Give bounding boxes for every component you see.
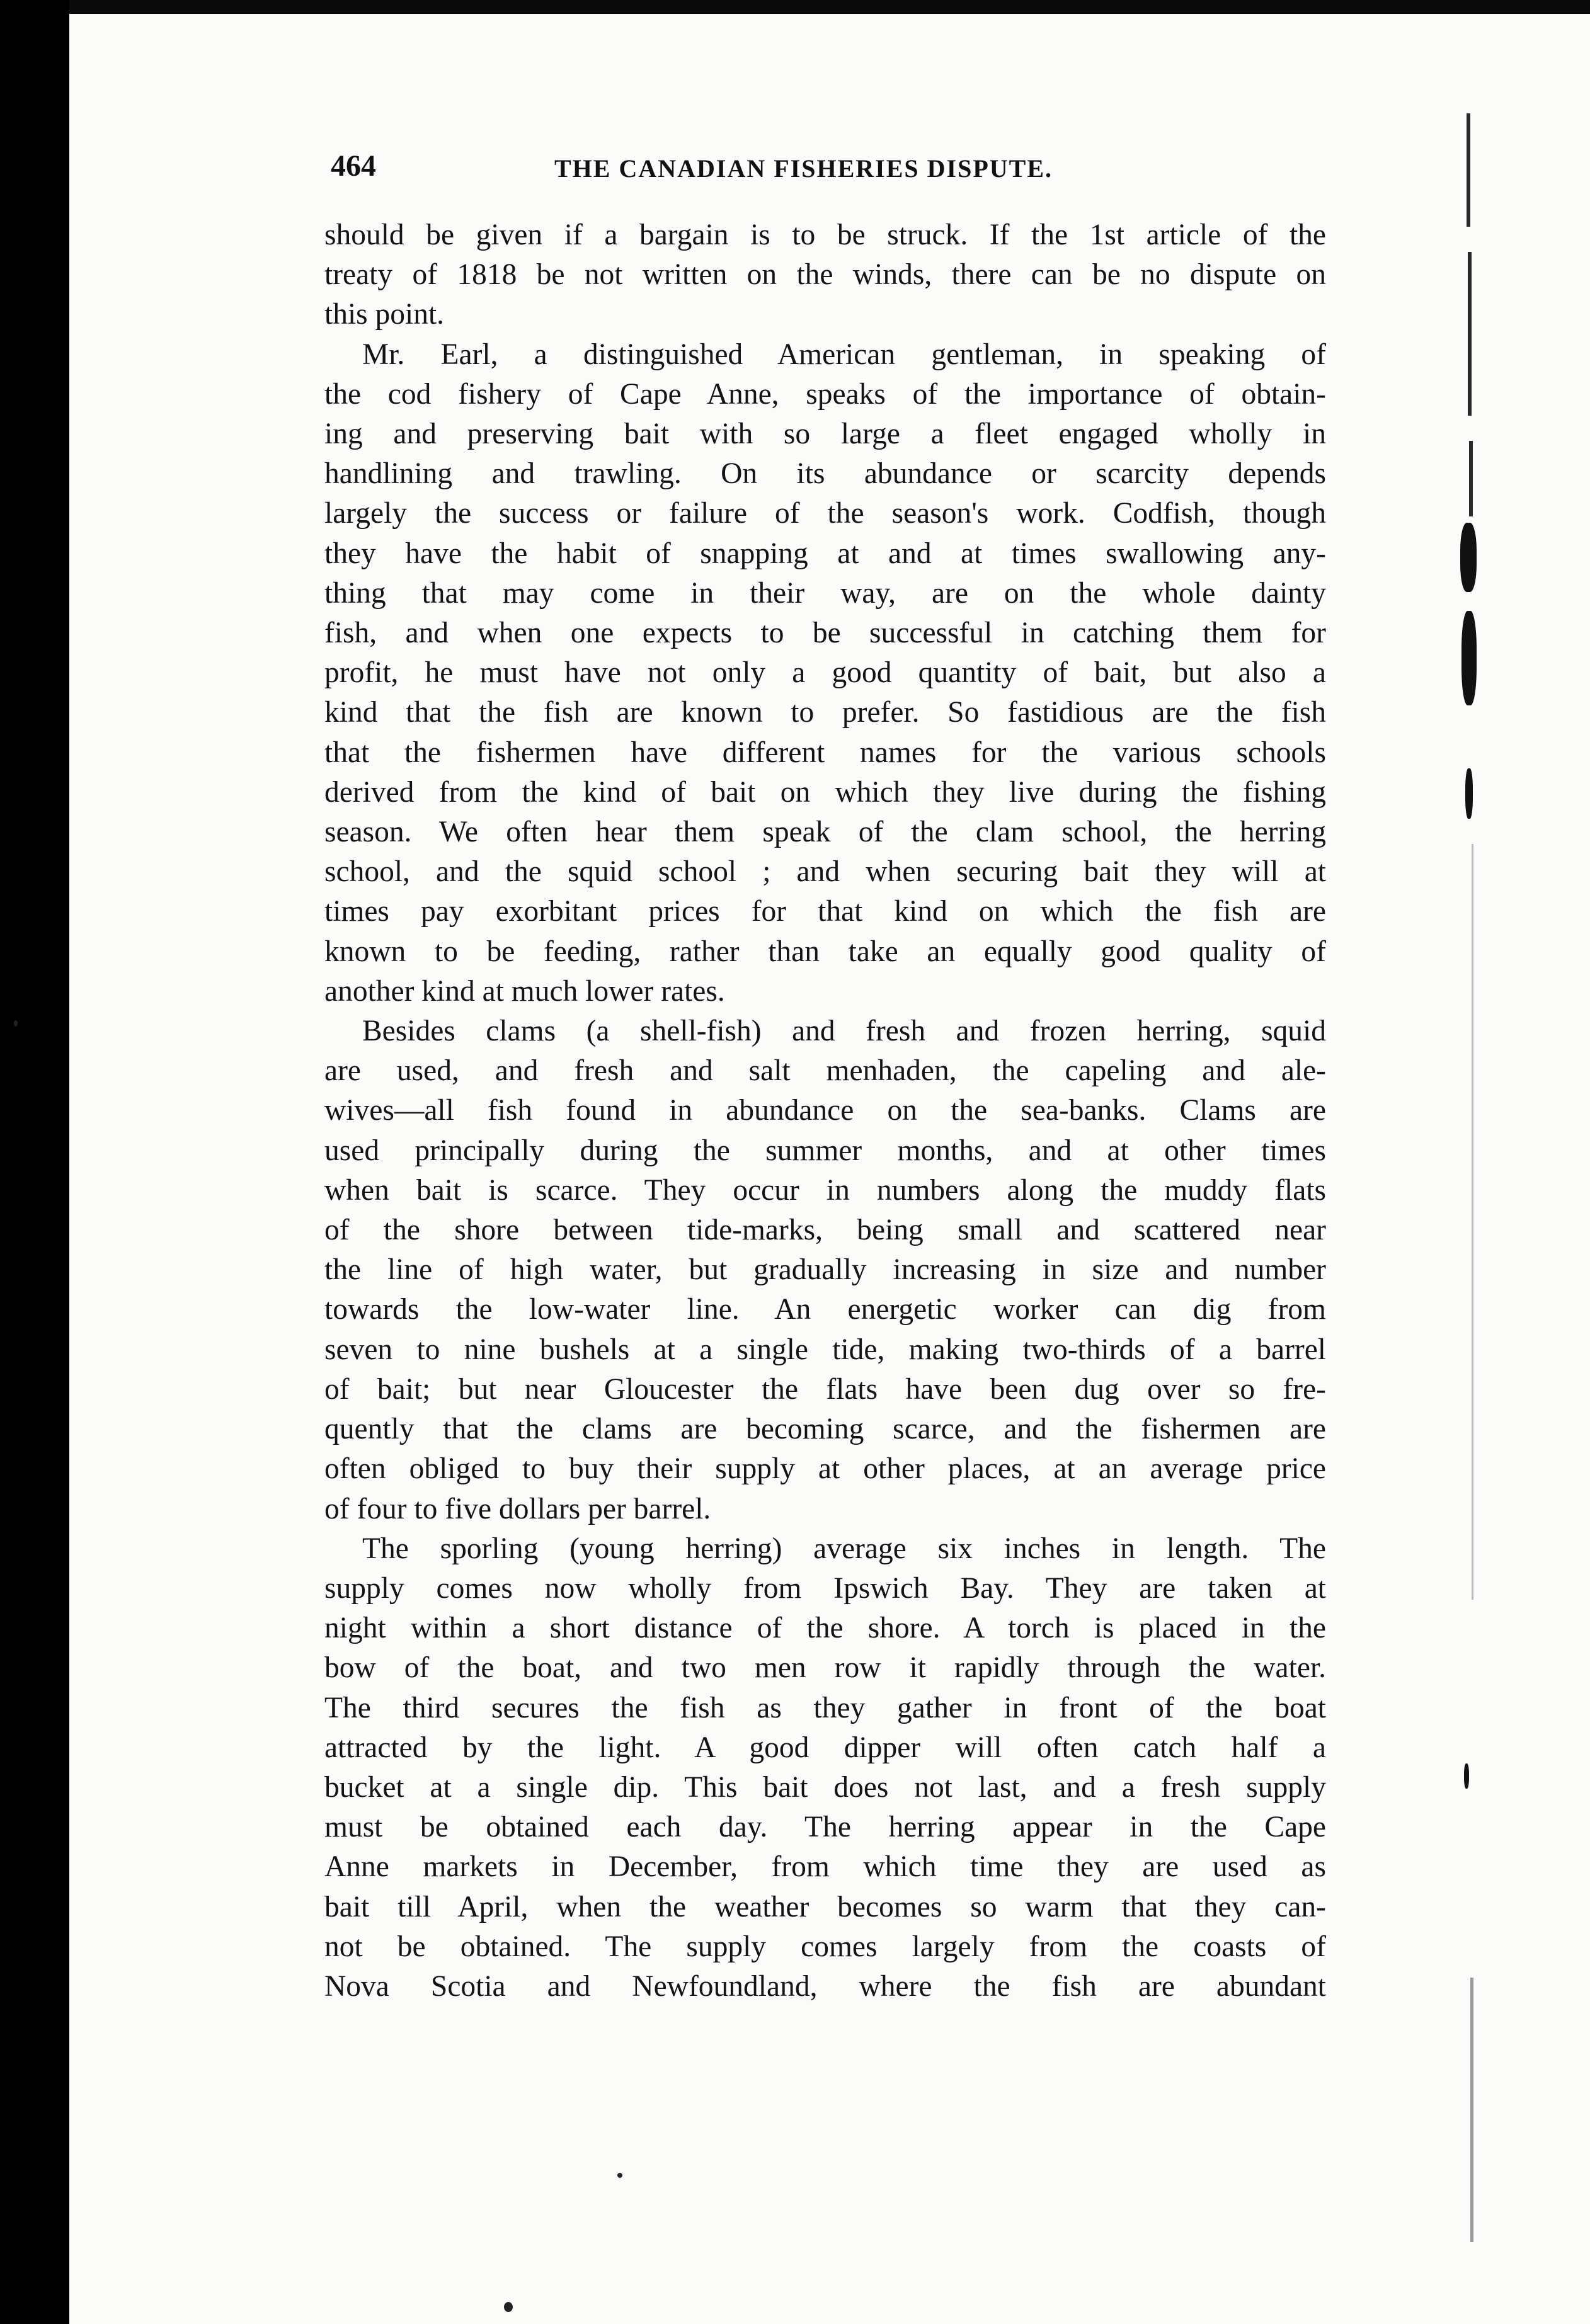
text-line: Besides clams (a shell-fish) and fresh and frozen herring, squid — [362, 1015, 1326, 1048]
text-line: kind that the fish are known to prefer. So fastidious are the fish — [324, 696, 1326, 729]
text-line: seven to nine bushels at a single tide, making two-thirds of a barrel — [324, 1333, 1326, 1366]
text-line: of the shore between tide-marks, being small and scattered near — [324, 1214, 1326, 1247]
page-number: 464 — [331, 149, 376, 183]
text-line: must be obtained each day. The herring appear in the Cape — [324, 1811, 1326, 1844]
scan-speck — [14, 1020, 18, 1027]
edge-line — [1470, 1978, 1473, 2242]
text-line: should be given if a bargain is to be struck. If the 1st article of the — [324, 219, 1326, 251]
text-line: the cod fishery of Cape Anne, speaks of the importance of obtain- — [324, 377, 1326, 411]
text-line: bait till April, when the weather becomes so warm that they can- — [324, 1890, 1326, 1923]
text-line: treaty of 1818 be not written on the winds, there can be no dispute on — [324, 258, 1326, 292]
text-line: not be obtained. The supply comes largely from the coasts of — [324, 1930, 1326, 1963]
paragraph — [324, 215, 1326, 335]
text-line: Anne markets in December, from which time they are used as — [324, 1850, 1326, 1884]
text-line: often obliged to buy their supply at other places, at an average price — [324, 1452, 1326, 1486]
edge-line — [1468, 252, 1472, 416]
text-line: The third secures the fish as they gather in front of the boat — [324, 1691, 1326, 1724]
text-line: night within a short distance of the shore. A torch is placed in the — [324, 1612, 1326, 1645]
text-line: largely the success or failure of the season's work. Codfish, though — [324, 497, 1326, 530]
scan-top-border — [69, 0, 1590, 14]
text-line: bow of the boat, and two men row it rapidly through the water. — [324, 1651, 1326, 1685]
text-line: handlining and trawling. On its abundance or scarcity depends — [324, 457, 1326, 491]
running-head — [331, 149, 1102, 193]
scan-speck — [617, 2173, 622, 2178]
paragraph — [324, 1529, 1326, 2007]
text-line: thing that may come in their way, are on the whole dainty — [324, 576, 1326, 610]
text-line: school, and the squid school ; and when securing bait they will at — [324, 855, 1326, 889]
text-line: of bait; but near Gloucester the flats have been dug over so fre- — [324, 1372, 1326, 1406]
paragraph — [324, 1011, 1326, 1529]
scan-right-edge — [1460, 25, 1590, 2324]
text-line: The sporling (young herring) average six inches in length. The — [362, 1532, 1326, 1565]
text-line: bucket at a single dip. This bait does not last, and a fresh supply — [324, 1770, 1326, 1804]
edge-line — [1469, 441, 1473, 516]
edge-line — [1472, 844, 1473, 1600]
edge-blot — [1465, 768, 1473, 819]
text-line: of four to five dollars per barrel. — [324, 1492, 711, 1525]
text-line: fish, and when one expects to be successful in catching them for — [324, 617, 1326, 650]
edge-blot — [1464, 1763, 1469, 1789]
text-line: used principally during the summer months, and at other times — [324, 1134, 1326, 1167]
text-line: the line of high water, but gradually increasing in size and number — [324, 1253, 1326, 1287]
text-line: they have the habit of snapping at and at times swallowing any- — [324, 537, 1326, 570]
text-line: are used, and fresh and salt menhaden, the capeling and ale- — [324, 1054, 1326, 1088]
text-line: that the fishermen have different names for the various schools — [324, 736, 1326, 769]
text-line: supply comes now wholly from Ipswich Bay. They are taken at — [324, 1571, 1326, 1605]
edge-blot — [1460, 523, 1477, 592]
text-line: attracted by the light. A good dipper will often catch half a — [324, 1731, 1326, 1764]
text-line: another kind at much lower rates. — [324, 974, 725, 1008]
text-line: ing and preserving bait with so large a fleet engaged wholly in — [324, 418, 1326, 451]
edge-line — [1467, 113, 1470, 227]
text-line: this point. — [324, 298, 445, 331]
text-line: profit, he must have not only a good quantity of bait, but also a — [324, 656, 1326, 690]
text-line: wives—all fish found in abundance on the sea-banks. Clams are — [324, 1094, 1326, 1127]
text-line: quently that the clams are becoming scarce, and the fishermen are — [324, 1413, 1326, 1446]
text-line: known to be feeding, rather than take an equally good quality of — [324, 935, 1326, 968]
body-text — [324, 215, 1326, 2007]
text-line: towards the low-water line. An energetic worker can dig from — [324, 1293, 1326, 1326]
paragraph — [324, 335, 1326, 1011]
text-line: when bait is scarce. They occur in numbers along the muddy flats — [324, 1173, 1326, 1207]
scan-speck — [504, 2302, 513, 2312]
running-title: THE CANADIAN FISHERIES DISPUTE. — [554, 154, 1053, 183]
text-line: times pay exorbitant prices for that kind on which the fish are — [324, 895, 1326, 928]
edge-blot — [1461, 611, 1477, 705]
text-line: derived from the kind of bait on which they live during the fishing — [324, 775, 1326, 809]
text-line: Nova Scotia and Newfoundland, where the fish are abundant — [324, 1969, 1326, 2003]
text-line: Mr. Earl, a distinguished American gentleman, in speaking of — [362, 338, 1326, 371]
text-line: season. We often hear them speak of the clam school, the herring — [324, 816, 1326, 849]
